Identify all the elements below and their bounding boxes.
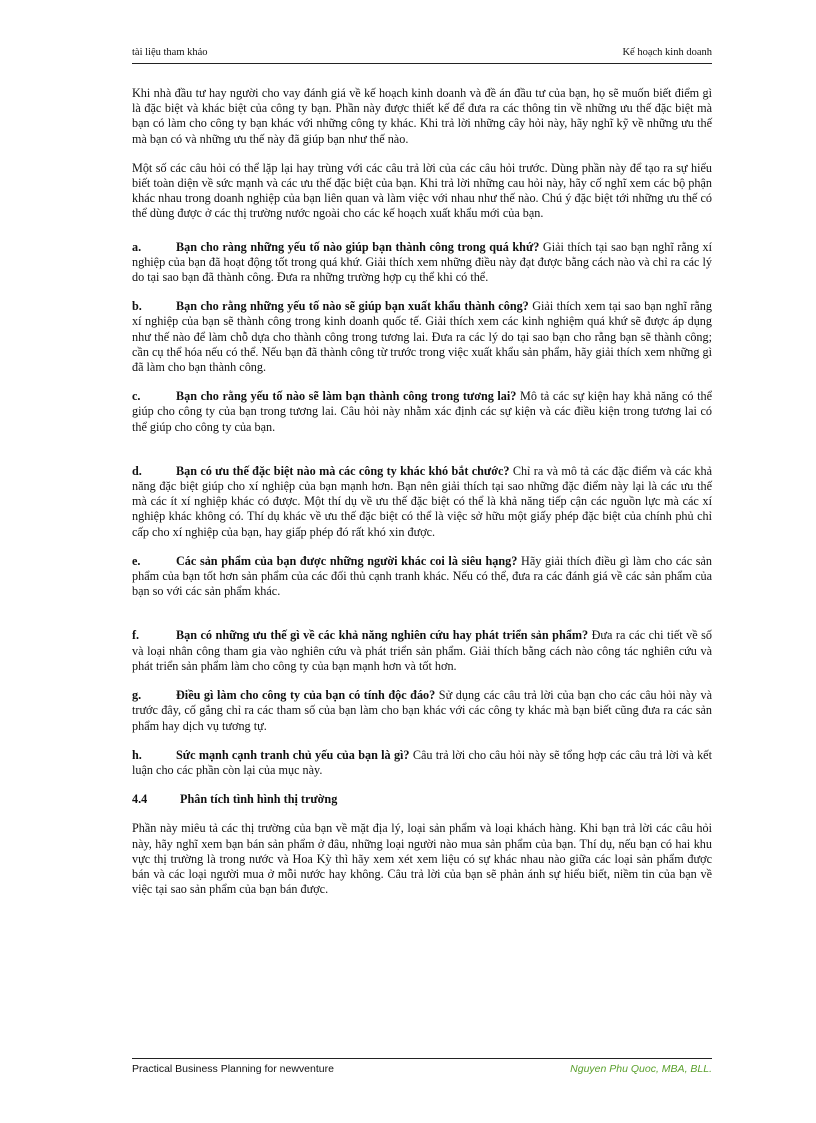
question-text: Mô tả các sự kiện hay khả năng có thể giúp cho công ty của bạn trong tương lai. Câu hỏi này nhằm xác định các sự kiện và các điều kiện trong tương lai có thể giúp cho công ty của bạn. xyxy=(132,389,712,434)
question-letter: a. xyxy=(132,239,142,254)
question-text: Hãy giải thích điều gì làm cho các sản phẩm của bạn tốt hơn sản phẩm của các đối thủ cạnh tranh khác. Nếu có thể, đưa ra các đánh giá về các sản phẩm của bạn so với các sản phẩm khác. xyxy=(132,553,712,599)
footer-right: Nguyen Phu Quoc, MBA, BLL. xyxy=(570,1063,712,1075)
question-lead: Bạn có ưu thế đặc biệt nào mà các công ty khác khó bắt chước? xyxy=(176,463,510,478)
header-left: tài liệu tham khảo xyxy=(132,47,208,58)
question-lead: Bạn cho ràng những yếu tố nào giúp bạn thành công trong quá khứ? xyxy=(176,239,540,254)
question-letter: c. xyxy=(132,389,141,404)
question-letter: b. xyxy=(132,299,142,314)
question-lead: Bạn cho rằng yếu tố nào sẽ làm bạn thành công trong tương lai? xyxy=(176,389,517,404)
page-footer xyxy=(132,1058,712,1075)
intro-paragraph: Một số các câu hỏi có thể lặp lại hay trùng với các câu trả lời của các câu hỏi trước. Dùng phần này để tạo ra sự hiểu biết toàn diện về sức mạnh và các ưu thế đặc biệt của bạn. Khi trả lời những cau hỏi này, hãy cố nghĩ xem các bộ phận khác nhau trong doanh nghiệp của bạn liên quan và làm việc với nhau như thế nào. Chú ý đặc biệt tới những ưu thế có thể dùng được ở các thị trường nước ngoài cho các kế hoạch xuất khẩu mới của bạn. xyxy=(132,160,712,221)
question-lead: Bạn có những ưu thế gì về các khả năng nghiên cứu hay phát triển sản phẩm? xyxy=(176,628,589,643)
question-letter: h. xyxy=(132,747,142,762)
footer-left: Practical Business Planning for newventure xyxy=(132,1063,334,1075)
question-lead: Điều gì làm cho công ty của bạn có tính độc đáo? xyxy=(176,688,436,703)
section-paragraph: Phần này miêu tả các thị trường của bạn về mặt địa lý, loại sản phẩm và loại khách hàng. Khi bạn trả lời các câu hỏi này, hãy nghĩ xem bạn bán sản phẩm ở đâu, những loại người nào mua sản phẩm của bạn. Thí dụ, nếu bạn có hai khu vực thị trường là trong nước và Hoa Kỳ thì hãy xem xét xem liệu có sự khác nhau nào giữa các loại sản phẩm được bán và các loại người mua ở mỗi nước hay không. Câu trả lời của bạn sẽ phản ánh sự hiểu biết, niềm tin của bạn về việc tại sao sản phẩm của bạn bán được. xyxy=(132,821,712,897)
question-text: Sử dụng các câu trả lời của bạn cho các câu hỏi này và trước đây, cố gắng chỉ ra các tham số của bạn làm cho bạn khác với các công ty khác mà bạn biết cũng đưa ra các sản phẩm hay dịch vụ tương tự. xyxy=(132,688,712,733)
question-g xyxy=(132,688,712,734)
question-letter: f. xyxy=(132,628,140,643)
header-right: Kế hoạch kinh doanh xyxy=(622,47,712,58)
page-header xyxy=(132,47,712,64)
question-a xyxy=(132,240,712,286)
question-c xyxy=(132,389,712,435)
question-f xyxy=(132,628,712,674)
question-text: Chỉ ra và mô tả các đặc điểm và các khả năng đặc biệt giúp cho xí nghiệp của bạn mạnh hơn. Bạn nên giải thích tại sao những đặc điểm này lại là các ưu thế mà các ít xí nghiệp khác có được. Một thí dụ về ưu thế đặc biệt có thể là khả năng tiếp cận các nguồn lực mà các xí nghiệp khác không có. Thí dụ khác về ưu thế đặc biệt có thể là việc sở hữu một giấy phép đặc biệt của chính phủ chỉ cấp cho xí nghiệp của bạn, hay giấp phép đó rất khó xin được. xyxy=(132,463,712,539)
question-text: Câu trả lời cho câu hỏi này sẽ tổng hợp các câu trả lời và kết luận cho các phần còn lại của mục này. xyxy=(132,747,712,777)
section-heading xyxy=(132,792,712,807)
question-lead: Bạn cho rằng những yếu tố nào sẽ giúp bạn xuất khẩu thành công? xyxy=(176,299,529,314)
question-letter: d. xyxy=(132,463,142,478)
question-text: Giải thích xem tại sao bạn nghĩ rằng xí nghiệp của bạn sẽ thành công trong kinh doanh quốc tế. Giải thích xem các kinh nghiệm quá khứ sẽ được áp dụng như thế nào để làm chỗ dựa cho thành công trong tương lai. Đưa ra các lý do tại sao bạn cho rằng bạn sẽ thành công; cần cụ thể hóa nếu có thể. Nếu bạn đã thành công từ trước trong việc xuất khẩu sản phẩm, hãy giải thích xem những gì đã làm cho bạn thành công. xyxy=(132,299,712,375)
question-e xyxy=(132,554,712,600)
question-lead: Sức mạnh cạnh tranh chủ yếu của bạn là gì? xyxy=(176,747,410,762)
page-content xyxy=(132,86,712,897)
question-text: Giải thích tại sao bạn nghĩ rằng xí nghiệp của bạn đã hoạt động tốt trong quá khứ. Giải thích xem những điều này đạt được bằng cách nào và chỉ ra các lý do tại sao bạn đã thành công. Đưa ra những trường hợp cụ thể khi có thể. xyxy=(132,239,712,285)
question-h xyxy=(132,748,712,778)
question-lead: Các sản phẩm của bạn được những người khác coi là siêu hạng? xyxy=(176,553,518,568)
question-letter: g. xyxy=(132,688,142,703)
intro-paragraph: Khi nhà đầu tư hay người cho vay đánh giá về kế hoạch kinh doanh và đề án đầu tư của bạn, họ sẽ muốn biết điểm gì là đặc biệt và khác biệt của công ty bạn. Phần này được thiết kế để đưa ra các thông tin về những ưu thế đặc biệt mà bạn có làm cho công ty bạn khác với những công ty khác. Khi trả lời những cây hỏi này, hãy nghĩ kỹ về những ưu thế mà bạn có và những ưu thế này đã giúp bạn như thế nào. xyxy=(132,86,712,146)
section-number: 4.4 xyxy=(132,792,148,807)
question-text: Đưa ra các chi tiết về số và loại nhân công tham gia vào nghiên cứu và phát triển sản phẩm. Giải thích bằng cách nào công tác nghiên cứu và phát triển sản phẩm làm cho công ty của bạn mạnh hơn và tốt hơn. xyxy=(132,628,712,673)
question-b xyxy=(132,299,712,375)
section-title: Phân tích tình hình thị trường xyxy=(180,792,338,807)
question-d xyxy=(132,464,712,540)
question-letter: e. xyxy=(132,553,141,568)
